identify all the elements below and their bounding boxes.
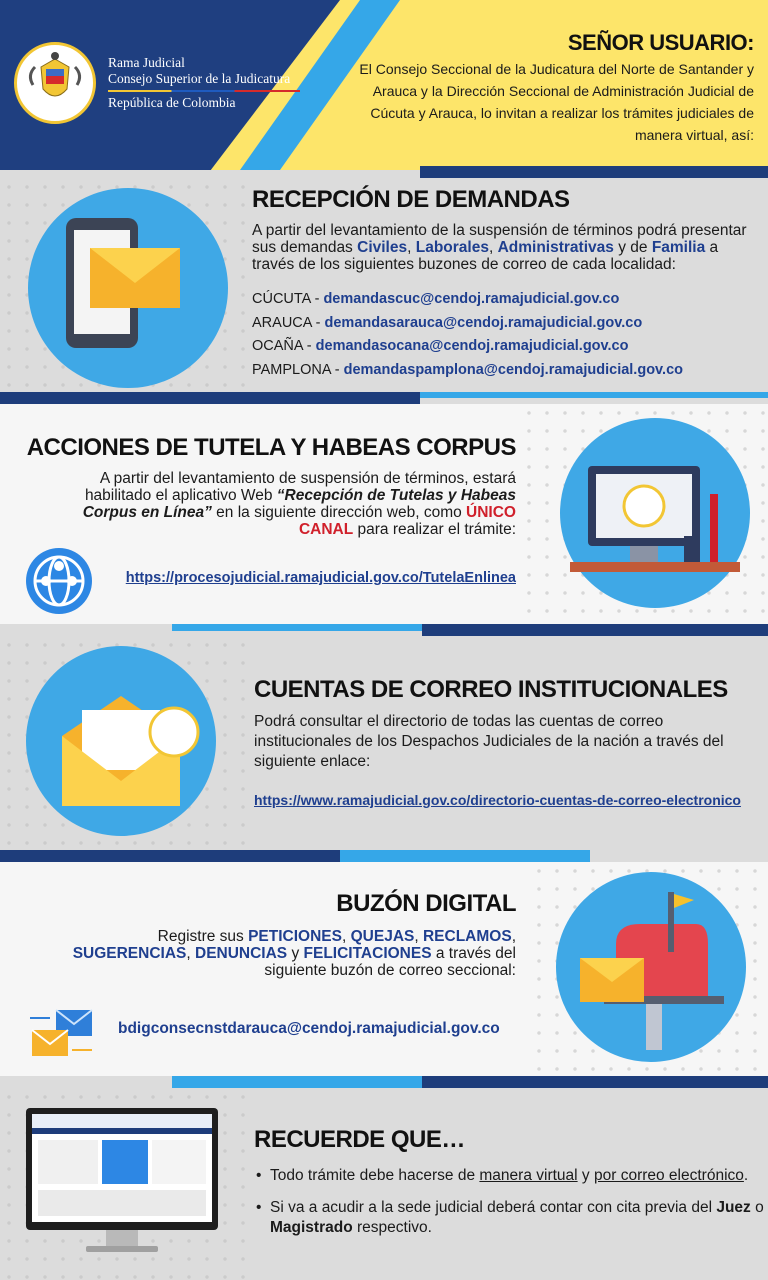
email-link[interactable]: demandasarauca@cendoj.ramajudicial.gov.co: [324, 314, 643, 331]
recuerde-list: [254, 1166, 764, 1250]
tutela-title: ACCIONES DE TUTELA Y HABEAS CORPUS: [26, 434, 516, 461]
section-demandas: [0, 178, 768, 392]
tutela-link[interactable]: https://procesojudicial.ramajudicial.gov.co/TutelaEnlinea: [125, 570, 516, 586]
mail-envelope-icon: [26, 646, 216, 836]
header-title: SEÑOR USUARIO:: [567, 30, 754, 55]
logo-line-rama: Rama Judicial: [108, 55, 185, 70]
cuentas-title: CUENTAS DE CORREO INSTITUCIONALES: [254, 676, 728, 703]
computer-icon: [560, 418, 750, 608]
email-link[interactable]: demandascuc@cendoj.ramajudicial.gov.co: [323, 291, 620, 307]
mailbox-icon: [556, 872, 746, 1062]
logo-line-republica: República de Colombia: [108, 95, 236, 110]
cuentas-link[interactable]: https://www.ramajudicial.gov.co/directorio-cuentas-de-correo-electronico: [254, 792, 741, 808]
institution-name: [108, 55, 300, 111]
phone-icon: [28, 188, 228, 388]
divider: [0, 1076, 768, 1088]
divider: [0, 166, 768, 178]
envelopes-icon: [30, 1006, 94, 1060]
monitor-website-image: [26, 1108, 218, 1254]
email-link[interactable]: demandasocana@cendoj.ramajudicial.gov.co: [315, 338, 629, 354]
buzon-body: Registre sus PETICIONES, QUEJAS, RECLAMOS, SUGERENCIAS, DENUNCIAS y FELICITACIONES a través del siguiente buzón de correo seccional:: [72, 928, 516, 979]
list-item: OCAÑA - demandasocana@cendoj.ramajudicial.gov.co: [252, 338, 629, 354]
divider: [0, 624, 768, 636]
buzon-email[interactable]: bdigconsecnstdarauca@cendoj.ramajudicial.gov.co: [118, 1020, 500, 1037]
colombia-shield-logo: [14, 42, 96, 124]
section-cuentas: [0, 636, 768, 850]
recuerde-title: RECUERDE QUE…: [254, 1126, 465, 1153]
header-banner: [0, 0, 768, 170]
section-recuerde: [0, 1088, 768, 1280]
list-item: • Todo trámite debe hacerse de manera virtual y por correo electrónico.: [254, 1166, 764, 1186]
flag-line: [108, 90, 300, 92]
section-buzon: [0, 862, 768, 1076]
header-body: El Consejo Seccional de la Judicatura del Norte de Santander y Arauca y la Dirección Seccional de Administración Judicial de Cúcuta y Arauca, lo invitan a realizar los trámites judiciales de manera virtual, así:: [359, 61, 754, 143]
tutela-body: A partir del levantamiento de suspensión de términos, estará habilitado el aplicativo Web “Recepción de Tutelas y Habeas Corpus en Línea” en la siguiente dirección web, como ÚNICO CANAL para realizar el trámite:: [82, 470, 516, 538]
list-item: • Si va a acudir a la sede judicial deberá contar con cita previa del Juez o Magistrado respectivo.: [254, 1198, 764, 1238]
demandas-intro: A partir del levantamiento de la suspensión de términos podrá presentar sus demandas Civiles, Laborales, Administrativas y de Familia a través de los siguientes buzones de correo de cada localidad:: [252, 222, 747, 273]
list-item: CÚCUTA - demandascuc@cendoj.ramajudicial.gov.co: [252, 291, 620, 307]
demandas-title: RECEPCIÓN DE DEMANDAS: [252, 186, 570, 213]
buzon-title: BUZÓN DIGITAL: [336, 890, 516, 917]
divider: [0, 392, 768, 404]
divider: [0, 850, 768, 862]
list-item: PAMPLONA - demandaspamplona@cendoj.ramajudicial.gov.co: [252, 361, 683, 378]
logo-line-consejo: Consejo Superior de la Judicatura: [108, 71, 291, 86]
globe-icon: [26, 548, 92, 614]
section-tutela: [0, 404, 768, 624]
mailbox-list: [252, 288, 683, 382]
email-link[interactable]: demandaspamplona@cendoj.ramajudicial.gov.co: [343, 361, 683, 378]
cuentas-body: Podrá consultar el directorio de todas las cuentas de correo institucionales de los Despachos Judiciales de la nación a través del siguiente enlace:: [254, 713, 724, 770]
list-item: ARAUCA - demandasarauca@cendoj.ramajudicial.gov.co: [252, 314, 643, 331]
